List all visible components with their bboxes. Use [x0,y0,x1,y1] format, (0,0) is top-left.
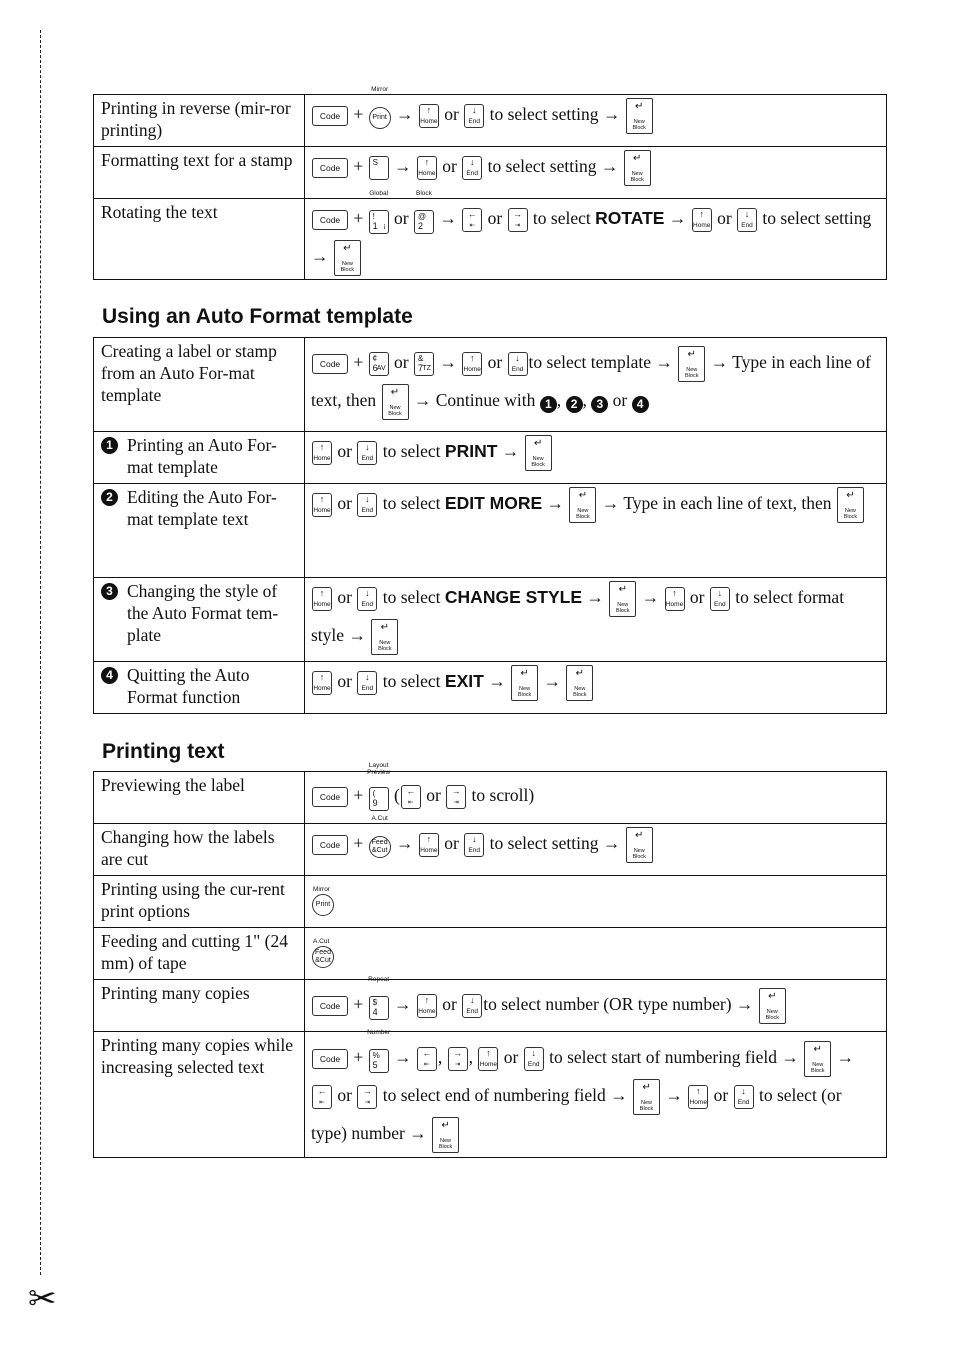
home-key[interactable]: ↑ Home [419,104,439,128]
table-row [94,1032,887,1158]
new-block-key[interactable]: ↵ New Block [759,988,786,1024]
section-title-printing: Printing text [102,740,225,763]
new-block-key[interactable]: ↵ New Block [334,240,361,276]
step-2-badge: 2 [566,396,583,413]
auto-format-table [93,337,887,714]
end-key[interactable]: ↓ End [357,493,377,517]
key-sequence: ↑ Home or ↓ End to select PRINT → ↵ New Block [305,432,887,484]
five-key[interactable]: % 5 [369,1049,389,1073]
row-description: Printing using the cur-rent print options [94,876,305,928]
key-sequence: Mirror Print [305,876,887,928]
row-description: Changing the style of the Auto Format tem-plate [127,581,279,645]
feed-cut-key[interactable]: Feed &Cut [312,946,334,968]
table-row [94,338,887,432]
two-key[interactable]: @ 2 [414,210,434,234]
right-key[interactable]: → ⇥ [357,1085,377,1109]
row-description: Printing in reverse (mir-ror printing) [94,95,305,147]
new-block-key[interactable]: ↵ New Block [511,665,538,701]
end-key[interactable]: ↓ End [462,156,482,180]
step-3-badge: 3 [101,583,118,600]
print-key[interactable]: Print [369,107,391,129]
code-key[interactable]: Code [312,106,348,126]
end-key[interactable]: ↓ End [464,833,484,857]
new-block-key[interactable]: ↵ New Block [626,98,653,134]
code-key[interactable]: Code [312,210,348,230]
code-key[interactable]: Code [312,1049,348,1069]
row-description: Creating a label or stamp from an Auto For-mat template [94,338,305,432]
new-block-key[interactable]: ↵ New Block [371,619,398,655]
key-sequence: Code + ¢ 6 AV or & 7 TZ → ↑ Home or ↓ End to select template → ↵ New Block → Type in each line of text, then ↵ New Block → Continue with 1 , 2 , 3 or 4 [305,338,887,432]
row-description: Printing many copies [94,980,305,1032]
left-key[interactable]: ← ⇤ [417,1047,437,1071]
table-row [94,95,887,147]
table-row [94,199,887,280]
table-row [94,980,887,1032]
home-key[interactable]: ↑ Home [312,493,332,517]
new-block-key[interactable]: ↵ New Block [678,346,705,382]
end-key[interactable]: ↓ End [357,587,377,611]
right-key[interactable]: → ⇥ [448,1047,468,1071]
new-block-key[interactable]: ↵ New Block [626,827,653,863]
home-key[interactable]: ↑ Home [312,441,332,465]
nine-key[interactable]: ( 9 [369,787,389,811]
left-key[interactable]: ← ⇤ [462,208,482,232]
right-key[interactable]: → ⇥ [508,208,528,232]
key-sequence: ↑ Home or ↓ End to select CHANGE STYLE → ↵ New Block → ↑ Home or ↓ End to select format style → ↵ New Block [305,578,887,662]
seven-key[interactable]: & 7 TZ [414,352,434,376]
step-1-badge: 1 [540,396,557,413]
key-sequence: ↑ Home or ↓ End to select EDIT MORE → ↵ New Block → Type in each line of text, then ↵ New Block [305,484,887,578]
row-description: Editing the Auto For-mat template text [127,487,277,529]
row-description: Rotating the text [94,199,305,280]
table-row [94,147,887,199]
new-block-key[interactable]: ↵ New Block [525,435,552,471]
new-block-key[interactable]: ↵ New Block [837,487,864,523]
step-2-badge: 2 [101,489,118,506]
code-key[interactable]: Code [312,158,348,178]
code-key[interactable]: Code [312,996,348,1016]
four-key[interactable]: $ 4 [369,996,389,1020]
row-description: Previewing the label [94,772,305,824]
new-block-key[interactable]: ↵ New Block [382,384,409,420]
end-key[interactable]: ↓ End [462,994,482,1018]
home-key[interactable]: ↑ Home [417,994,437,1018]
six-key[interactable]: ¢ 6 AV [369,352,389,376]
new-block-key[interactable]: ↵ New Block [633,1079,660,1115]
print-key[interactable]: Print [312,894,334,916]
right-key[interactable]: → ⇥ [446,785,466,809]
new-block-key[interactable]: ↵ New Block [624,150,651,186]
table-row [94,928,887,980]
step-3-badge: 3 [591,396,608,413]
code-key[interactable]: Code [312,835,348,855]
key-sequence: Code + Number % 5 → ← ⇤ , → ⇥ , ↑ Home or ↓ End to select start of numbering field → ↵ New Block → ← ⇤ or → ⇥ to select end of numbering field → ↵ New Block → ↑ Home or ↓ End to select (or type) number → ↵ New Block [305,1032,887,1158]
end-key[interactable]: ↓ End [508,352,528,376]
home-key[interactable]: ↑ Home [688,1085,708,1109]
end-key[interactable]: ↓ End [710,587,730,611]
table-row [94,876,887,928]
end-key[interactable]: ↓ End [357,671,377,695]
s-key[interactable]: S [369,156,389,180]
home-key[interactable]: ↑ Home [312,587,332,611]
end-key[interactable]: ↓ End [524,1047,544,1071]
new-block-key[interactable]: ↵ New Block [566,665,593,701]
cut-line [40,30,41,1275]
section-title-auto-format: Using an Auto Format template [102,305,413,328]
settings-table [93,85,887,280]
row-description: Quitting the Auto Format function [127,665,250,707]
code-key[interactable]: Code [312,354,348,374]
end-key[interactable]: ↓ End [737,208,757,232]
row-description: Printing an Auto For-mat template [127,435,277,477]
key-sequence: Code + S → ↑ Home or ↓ End to select setting → ↵ New Block [305,147,887,199]
home-key[interactable]: ↑ Home [665,587,685,611]
row-description: Changing how the labels are cut [94,824,305,876]
step-1-badge: 1 [101,437,118,454]
row-description: Feeding and cutting 1" (24 mm) of tape [94,928,305,980]
home-key[interactable]: ↑ Home [417,156,437,180]
step-4-badge: 4 [101,667,118,684]
new-block-key[interactable]: ↵ New Block [609,581,636,617]
end-key[interactable]: ↓ End [734,1085,754,1109]
table-row [94,772,887,824]
scissors-icon: ✂ [28,1279,57,1319]
feed-cut-key[interactable]: Feed &Cut [369,836,391,858]
key-sequence: Code + Global ! 1 ¡ or Block @ 2 → ← ⇤ or → ⇥ to select ROTATE → ↑ Home or ↓ End to select setting → ↵ New Block [305,199,887,280]
row-description: Printing many copies while increasing selected text [94,1032,305,1158]
home-key[interactable]: ↑ Home [312,671,332,695]
home-key[interactable]: ↑ Home [692,208,712,232]
printing-table [93,761,887,1158]
step-4-badge: 4 [632,396,649,413]
table-row [94,484,887,578]
key-sequence: A.Cut Feed &Cut [305,928,887,980]
key-sequence: Code + A.Cut Feed &Cut → ↑ Home or ↓ End to select setting → ↵ New Block [305,824,887,876]
home-key[interactable]: ↑ Home [462,352,482,376]
new-block-key[interactable]: ↵ New Block [569,487,596,523]
home-key[interactable]: ↑ Home [478,1047,498,1071]
key-sequence: ↑ Home or ↓ End to select EXIT → ↵ New Block → ↵ New Block [305,662,887,714]
new-block-key[interactable]: ↵ New Block [432,1117,459,1153]
table-row [94,824,887,876]
code-key[interactable]: Code [312,787,348,807]
new-block-key[interactable]: ↵ New Block [804,1041,831,1077]
row-description: Formatting text for a stamp [94,147,305,199]
one-key[interactable]: ! 1 ¡ [369,210,389,234]
end-key[interactable]: ↓ End [464,104,484,128]
print-key-wrap: Mirror Print [368,98,392,134]
table-row [94,578,887,662]
left-key[interactable]: ← ⇤ [312,1085,332,1109]
left-key[interactable]: ← ⇤ [401,785,421,809]
table-row [94,432,887,484]
key-sequence: Code + Repeat $ 4 → ↑ Home or ↓ End to select number (OR type number) → ↵ New Block [305,980,887,1032]
key-sequence: Code + Mirror Print → ↑ Home or ↓ End to select setting → ↵ New Block [305,95,887,147]
table-row [94,662,887,714]
home-key[interactable]: ↑ Home [419,833,439,857]
end-key[interactable]: ↓ End [357,441,377,465]
key-sequence: Code + Layout Preview ( 9 ( ← ⇤ or → ⇥ to scroll) [305,772,887,824]
